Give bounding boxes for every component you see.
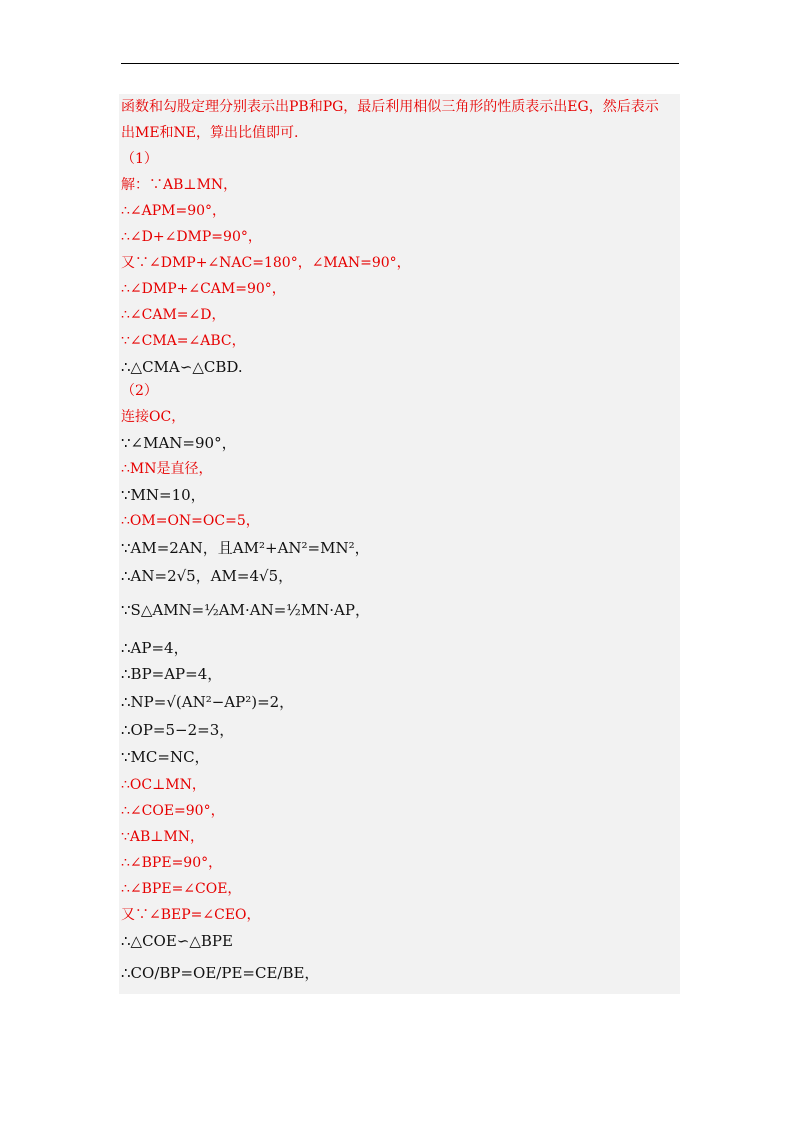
p2-line-8: ∵S△AMN=½AM·AN=½MN·AP， [121,601,370,619]
p2-line-20: ∴△COE∽△BPE [121,932,233,950]
p2-line-19: 又∵∠BEP=∠CEO， [121,907,261,923]
p2-line-3: ∴MN是直径， [121,461,213,477]
p2-line-1: 连接OC， [121,409,186,425]
part2-label: （2） [121,383,158,399]
intro-line-2: 出ME和NE，算出比值即可. [121,125,299,141]
p2-line-5: ∴OM=ON=OC=5， [121,513,260,529]
p2-line-2: ∵∠MAN=90°， [121,434,237,452]
p1-line-8: ∴△CMA∽△CBD. [121,358,243,376]
intro-line-1: 函数和勾股定理分别表示出PB和PG，最后利用相似三角形的性质表示出EG，然后表示 [121,99,659,115]
p2-line-11: ∴NP=√(AN²−AP²)=2， [121,693,295,711]
p2-line-4: ∵MN=10， [121,486,206,504]
part1-label: （1） [121,151,158,167]
p1-line-4: 又∵∠DMP+∠NAC=180°，∠MAN=90°， [121,255,411,271]
p2-line-13: ∵MC=NC， [121,748,210,766]
header-rule [121,63,679,64]
p2-line-16: ∵AB⊥MN， [121,829,205,845]
p1-line-5: ∴∠DMP+∠CAM=90°， [121,281,286,297]
p2-line-6: ∵AM=2AN，且AM²+AN²=MN²， [121,539,370,557]
p1-line-1: 解：∵AB⊥MN， [121,177,238,193]
p2-line-21: ∴CO/BP=OE/PE=CE/BE， [121,964,320,982]
p2-line-17: ∴∠BPE=90°， [121,855,223,871]
p1-line-6: ∴∠CAM=∠D， [121,307,226,323]
p2-line-15: ∴∠COE=90°， [121,803,225,819]
p1-line-7: ∵∠CMA=∠ABC， [121,333,246,349]
p1-line-2: ∴∠APM=90°， [121,203,227,219]
p2-line-9: ∴AP=4， [121,639,189,657]
p2-line-10: ∴BP=AP=4， [121,665,223,683]
p2-line-18: ∴∠BPE=∠COE， [121,881,242,897]
p2-line-14: ∴OC⊥MN， [121,777,206,793]
p2-line-12: ∴OP=5−2=3， [121,721,235,739]
p2-line-7: ∴AN=2√5，AM=4√5， [121,567,294,585]
p1-line-3: ∴∠D+∠DMP=90°， [121,229,262,245]
